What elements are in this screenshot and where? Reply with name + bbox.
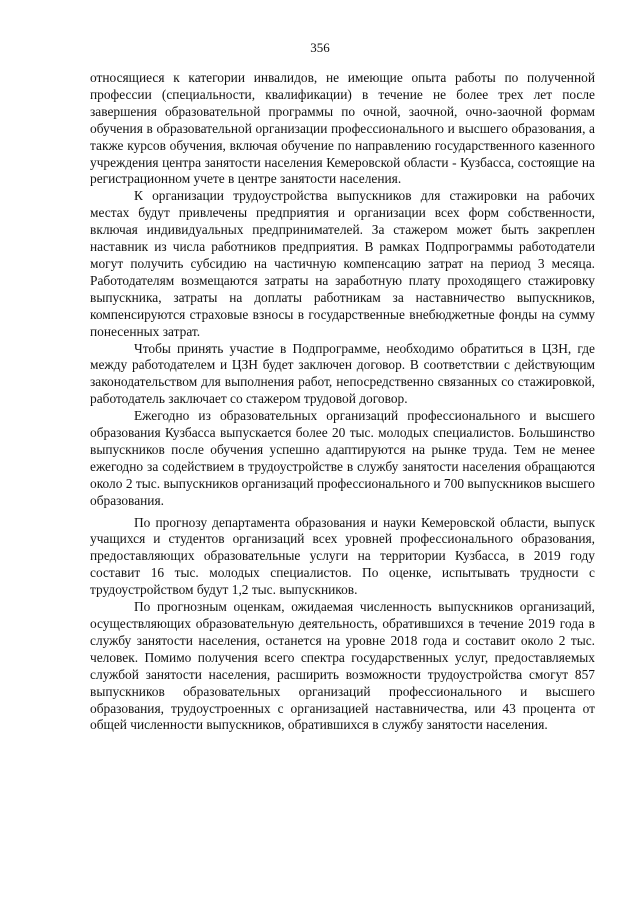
paragraph-2: К организации трудоустройства выпускников для стажировки на рабочих местах будут привлечены предприятия и организации всех форм собственности, включая индивидуальных предпринимателей. За стажером может быть закреплен наставник из числа работников предприятия. В рамках Подпрограммы работодатели могут получить субсидию на частичную компенсацию затрат на период 3 месяца. Работодателям возмещаются затраты на заработную плату проходящего стажировку выпускника, затраты на доплаты работникам за наставничество выпускников, компенсируются страховые взносы в государственные внебюджетные фонды на сумму понесенных затрат. — [90, 188, 595, 339]
paragraph-5: По прогнозу департамента образования и науки Кемеровской области, выпуск учащихся и студентов организаций всех уровней профессионального образования, предоставляющих образовательные услуги на территории Кузбасса, в 2019 году составит 16 тыс. молодых специалистов. По оценке, испытывать трудности с трудоустройством будут 1,2 тыс. выпускников. — [90, 514, 595, 598]
paragraph-1-continuation: относящиеся к категории инвалидов, не имеющие опыта работы по полученной профессии (специальности, квалификации) в течение не более трех лет после завершения образовательной программы по очной, заочной, очно-заочной формам обучения в образовательной организации профессионального и высшего образования, а также курсов обучения, включая обучение по направлению государственного казенного учреждения центра занятости населения Кемеровской области - Кузбасса, состоящие на регистрационном учете в центре занятости населения. — [90, 70, 595, 187]
document-body — [90, 70, 595, 734]
paragraph-6: По прогнозным оценкам, ожидаемая численность выпускников организаций, осуществляющих образовательную деятельность, обратившихся в течение 2019 года в службу занятости населения, останется на уровне 2018 года и составит около 2 тыс. человек. Помимо получения всего спектра государственных услуг, предоставляемых службой занятости населения, расширить возможности трудоустройства смогут 857 выпускников образовательных организаций профессионального и высшего образования, трудоустроенных с организацией наставничества, или 43 процента от общей численности выпускников, обратившихся в службу занятости населения. — [90, 599, 595, 733]
page-number: 356 — [310, 40, 330, 55]
paragraph-4: Ежегодно из образовательных организаций профессионального и высшего образования Кузбасса выпускается более 20 тыс. молодых специалистов. Большинство выпускников после обучения успешно адаптируются на рынке труда. Тем не менее ежегодно за содействием в трудоустройстве в службу занятости населения обращаются около 2 тыс. выпускников организаций профессионального и 700 выпускников высшего образования. — [90, 408, 595, 508]
paragraph-3: Чтобы принять участие в Подпрограмме, необходимо обратиться в ЦЗН, где между работодателем и ЦЗН будет заключен договор. В соответствии с действующим законодательством для выполнения работ, непосредственно связанных со стажировкой, работодатель заключает со стажером трудовой договор. — [90, 340, 595, 407]
